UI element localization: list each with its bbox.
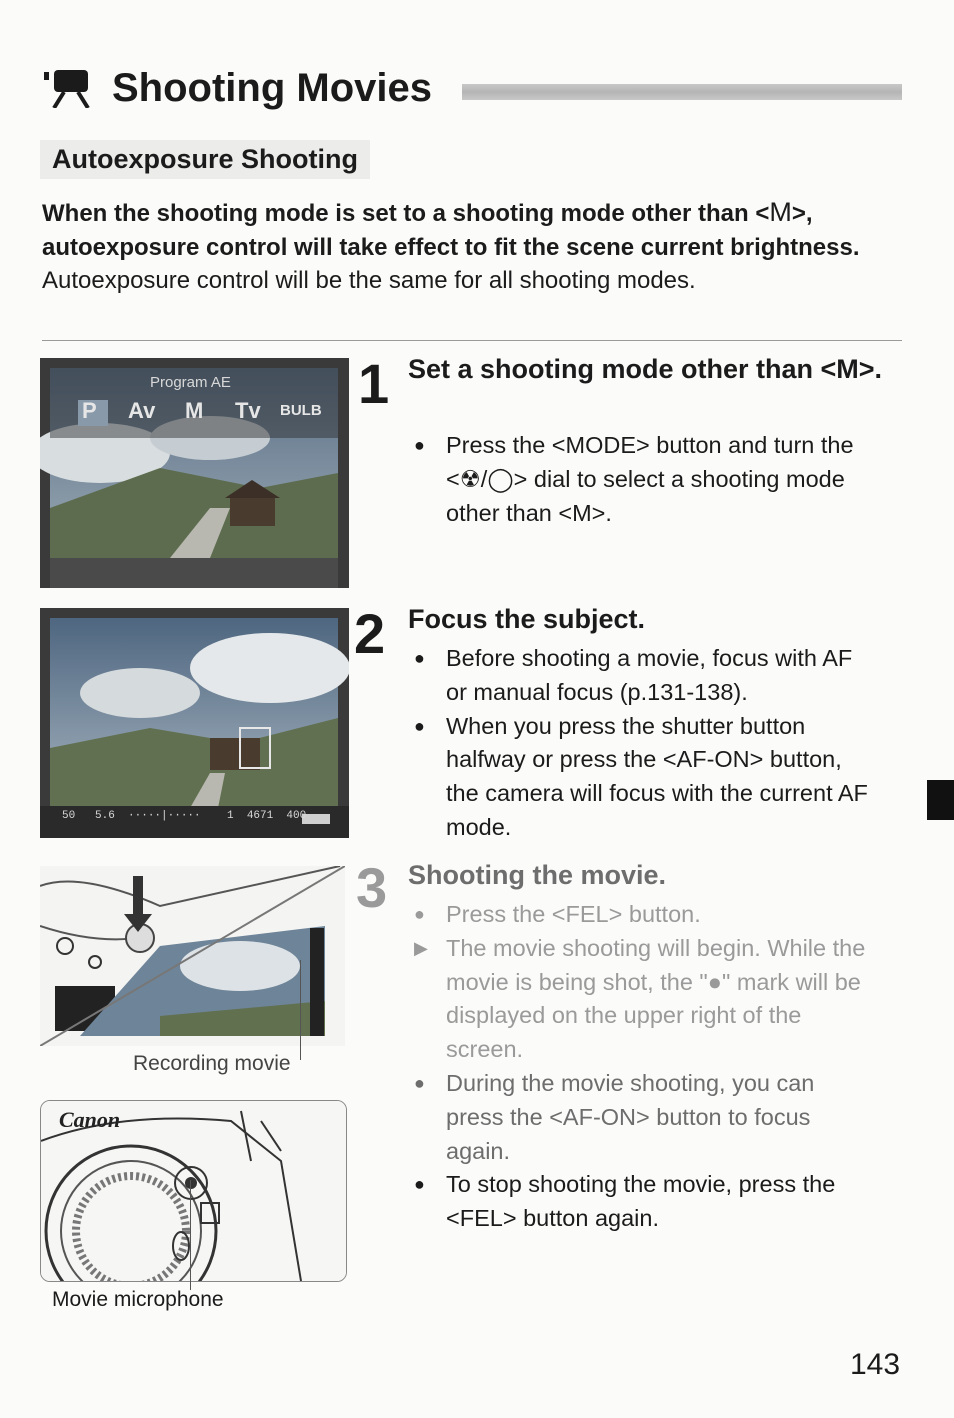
step-title-3: Shooting the movie. <box>408 860 667 890</box>
bullet-marker: ● <box>414 904 425 924</box>
list-item <box>408 710 878 845</box>
mode-av: Av <box>128 398 156 423</box>
brand-logo: Canon <box>59 1107 121 1132</box>
focus-screen <box>40 608 349 838</box>
step-title-1: Set a shooting mode other than <M>. <box>408 354 883 384</box>
focus-scene <box>40 608 349 838</box>
page-number: 143 <box>850 1348 901 1381</box>
bullet-marker: ● <box>414 1174 425 1195</box>
list-item <box>408 932 878 1067</box>
step-2-bullets <box>408 642 878 845</box>
bullet-text: Press the <MODE> button and turn the <☢/◯> dial to select a shooting mode other than <M>. <box>446 432 854 526</box>
step-title-2: Focus the subject. <box>408 604 646 634</box>
callout-line <box>300 960 301 1060</box>
bullet-text: Before shooting a movie, focus with AF or manual focus (p.131-138). <box>446 645 853 705</box>
bullet-text: The movie shooting will begin. While the movie is being shot, the "●" mark will be displayed on the upper right of the screen. <box>446 934 866 1063</box>
intro-bold-1: When the shooting mode is set to a shooting mode other than < <box>42 200 770 227</box>
bullet-marker: ● <box>414 435 425 455</box>
recording-caption: Recording movie <box>133 1052 291 1075</box>
camera-front-illustration <box>40 1100 347 1282</box>
mode-tv: Tv <box>235 398 261 423</box>
chapter-tab <box>927 780 954 820</box>
mode-select-screen <box>40 358 349 588</box>
step-number-2: 2 <box>354 602 386 665</box>
mode-bulb: BULB <box>280 402 322 419</box>
bullet-marker: ● <box>414 1072 425 1093</box>
bullet-marker: ● <box>414 715 425 736</box>
intro-normal: Autoexposure control will be the same for all shooting modes. <box>42 267 696 294</box>
callout-line <box>190 1180 191 1290</box>
list-item <box>408 429 878 530</box>
title-decoration-bar <box>462 84 902 100</box>
movie-camera-icon <box>44 68 90 108</box>
step-1-bullets <box>408 429 878 530</box>
bullet-marker: ▶ <box>414 937 428 958</box>
step-3-bullets <box>408 898 878 1236</box>
divider <box>42 340 902 341</box>
bullet-marker: ● <box>414 648 425 668</box>
list-item <box>408 1168 878 1236</box>
bullet-text: During the movie shooting, you can press the <AF-ON> button to focus again. <box>446 1069 815 1164</box>
list-item <box>408 1067 878 1168</box>
mode-select-scene <box>40 358 349 588</box>
intro-bold-m: M <box>769 197 792 227</box>
microphone-caption: Movie microphone <box>52 1288 224 1311</box>
list-item <box>408 642 878 710</box>
page-header <box>44 62 904 118</box>
intro-bold-2: >, autoexposure control will take effect to fit the scene current brightness. <box>42 200 860 261</box>
intro-paragraph <box>42 196 902 298</box>
step-number-3: 3 <box>356 856 388 919</box>
mode-label: Program AE <box>150 374 231 391</box>
bullet-text: When you press the shutter button halfway or press the <AF-ON> button, the camera will focus with the current AF mode. <box>446 712 868 840</box>
bullet-text: Press the <FEL> button. <box>446 901 701 927</box>
status-bar: 50 5.6 ·····|····· 1 4671 400 <box>62 810 307 822</box>
bullet-text: To stop shooting the movie, press the <FEL> button again. <box>446 1171 836 1232</box>
step-number-1: 1 <box>358 352 390 415</box>
page-title: Shooting Movies <box>112 66 432 110</box>
section-heading: Autoexposure Shooting <box>40 140 370 179</box>
list-item <box>408 898 878 932</box>
mode-p: P <box>82 398 97 423</box>
mode-m: M <box>185 398 204 423</box>
